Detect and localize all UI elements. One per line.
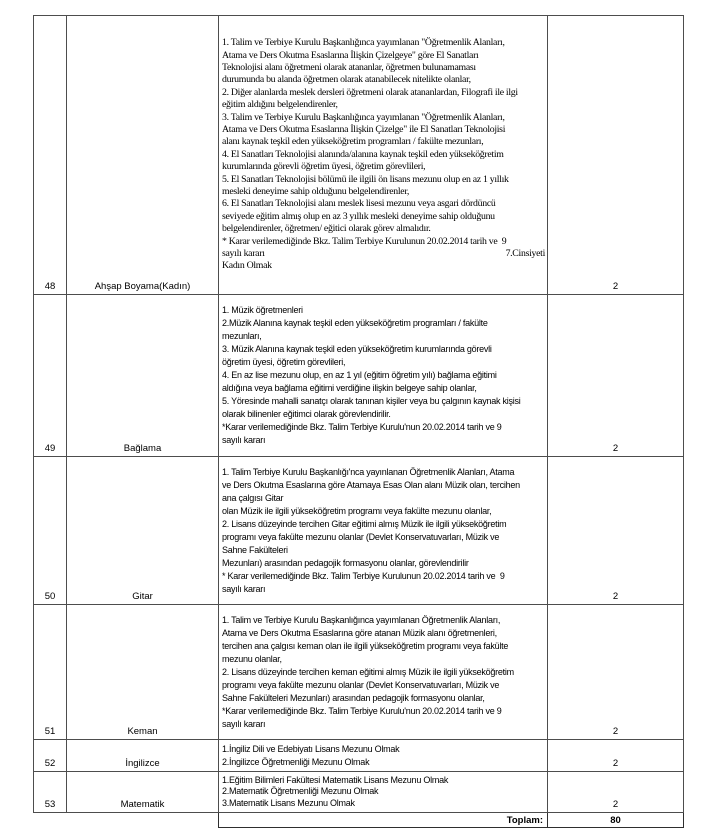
requirement-line: 5. Yöresinde mahalli sanatçı olarak tanınan kişiler veya bu çalgının kaynak kişisi [222,396,521,406]
requirement-line: * Karar verilemediğinde Bkz. Talim Terbiye Kurulunun 20.02.2014 tarih ve 9 [222,570,505,581]
positions-table [33,15,684,828]
empty-cell [34,813,219,828]
requirement-line: mezunu olanlar, [222,653,282,664]
requirement-line: tercihen ana çalgısı keman olan ile ilgili yükseköğretim programı veya fakülte [222,640,509,651]
requirement-line: ana çalgısı Gitar [222,492,284,503]
requirement-line: *Karar verilemediğinde Bkz. Talim Terbiye Kurulu'nun 20.02.2014 tarih ve 9 [222,422,502,432]
requirement-line: 1. Müzik öğretmenleri [222,305,303,315]
requirements-cell [219,772,548,813]
requirement-line: olan Müzik ile ilgili yükseköğretim programı veya fakülte mezunu olanlar, [222,505,492,516]
requirements-cell [219,16,548,295]
requirement-line: 2. Diğer alanlarda meslek dersleri öğretmeni olarak atananlardan, Filografi ile ilgi [222,86,518,98]
requirement-line: ve Ders Okutma Esaslarına göre Atamaya Esas Olan alanı Müzik olan, tercihen [222,479,520,490]
requirement-line: 2.Müzik Alanına kaynak teşkil eden yükseköğretim programları / fakülte [222,318,488,328]
requirement-line: 3.Matematik Lisans Mezunu Olmak [222,797,355,808]
quota-cell: 2 [548,16,684,295]
requirement-line: Teknolojisi alanı öğretmeni olarak atananlar, öğretmen bulunamaması [222,61,476,73]
requirement-line: 4. El Sanatları Teknolojisi alanında/alanına kaynak teşkil eden yükseköğretim [222,148,504,160]
requirement-line: 1. Talim ve Terbiye Kurulu Başkanlığınca yayımlanan "Öğretmenlik Alanları, [222,37,505,49]
row-number-cell: 48 [34,16,67,295]
table-row-48 [34,16,684,295]
requirement-line: sayılı kararı [222,583,266,594]
requirement-line: sayılı kararı [222,718,266,729]
requirement-line: 3. Müzik Alanına kaynak teşkil eden yükseköğretim kurumlarında görevli [222,344,492,354]
requirement-line: programı veya fakülte mezunu olanlar (Devlet Konservatuvarları, Müzik ve [222,679,500,690]
requirement-line-left: sayılı kararı [222,248,265,260]
requirement-line: eğitim aldığını belgelendirenler, [222,99,338,111]
requirement-line: Sahne Fakülteleri Mezunları) arasından pedagojik formasyonu olanlar, [222,692,485,703]
requirement-line: Kadın Olmak [222,260,272,272]
branch-name-cell: Keman [67,605,219,740]
quota-cell: 2 [548,740,684,772]
requirement-line: alanı kaynak teşkil eden yükseköğretim programları / fakülte mezunları, [222,136,484,148]
requirements-cell [219,457,548,605]
requirement-line: öğretim üyesi, öğretim görevlileri, [222,357,346,367]
requirement-line: 2. Lisans düzeyinde tercihen keman eğitimi almış Müzik ile ilgili yükseköğretim [222,666,514,677]
requirement-line: 5. El Sanatları Teknolojisi bölümü ile ilgili ön lisans mezunu olup en az 1 yıllık [222,173,509,185]
requirement-line: *Karar verilemediğinde Bkz. Talim Terbiye Kurulu'nun 20.02.2014 tarih ve 9 [222,705,502,716]
requirement-line: 1.Eğitim Bilimleri Fakültesi Matematik Lisans Mezunu Olmak [222,774,449,785]
requirements-cell [219,605,548,740]
requirement-line: * Karar verilemediğinde Bkz. Talim Terbiye Kurulunun 20.02.2014 tarih ve 9 [222,235,507,247]
requirement-line: 4. En az lise mezunu olup, en az 1 yıl (eğitim öğretim yılı) bağlama eğitimi [222,370,497,380]
table-row-52 [34,740,684,772]
requirement-line: mesleki deneyime sahip olduğunu belgelendirenler, [222,186,410,198]
row-number-cell: 52 [34,740,67,772]
row-number-cell: 53 [34,772,67,813]
requirement-line: Mezunları) arasından pedagojik formasyonu olanlar, görevlendirilir [222,557,469,568]
requirement-line: Atama ve Ders Okutma Esaslarına İlişkin Çizelgeye" göre El Sanatları [222,49,479,61]
requirement-line: 2.İngilizce Öğretmenliği Mezunu Olmak [222,756,370,767]
requirement-line: 6. El Sanatları Teknolojisi alanı meslek lisesi mezunu veya asgari dördüncü [222,198,496,210]
requirements-cell [219,295,548,457]
requirements-cell [219,740,548,772]
quota-cell: 2 [548,605,684,740]
requirement-line: kurumlarında görevli öğretim üyesi, öğretim görevlileri, [222,161,426,173]
requirement-line: belgelendirenler, öğretmen/ eğitici olarak görev almalıdır. [222,223,431,235]
total-value: 80 [548,813,684,828]
table-row-51 [34,605,684,740]
requirement-line: aldığına veya bağlama eğitimi verdiğine ilişkin belgeye sahip olanlar, [222,383,477,393]
quota-cell: 2 [548,772,684,813]
requirement-line: 1.İngiliz Dili ve Edebiyatı Lisans Mezunu Olmak [222,743,400,754]
row-number-cell: 51 [34,605,67,740]
requirement-line: Atama ve Ders Okutma Esaslarına göre atanan Müzik alanı öğretmenleri, [222,627,497,638]
requirement-line: olarak bilinenler eğitimci olarak görevlendirilir. [222,409,391,419]
branch-name-cell: Ahşap Boyama(Kadın) [67,16,219,295]
requirement-line [222,248,545,260]
branch-name-cell: Gitar [67,457,219,605]
table-row-50 [34,457,684,605]
requirement-line-right: 7.Cinsiyeti [505,248,545,260]
branch-name-cell: Matematik [67,772,219,813]
row-number-cell: 50 [34,457,67,605]
requirement-line: 2. Lisans düzeyinde tercihen Gitar eğitimi almış Müzik ile ilgili yükseköğretim [222,518,507,529]
requirement-line: 1. Talim ve Terbiye Kurulu Başkanlığınca yayımlanan Öğretmenlik Alanları, [222,614,501,625]
requirement-line: seviyede eğitim almış olup en az 3 yıllık mesleki deneyime sahip olduğunu [222,210,495,222]
requirement-line: programı veya fakülte mezunu olanlar (Devlet Konservatuvarları, Müzik ve [222,531,500,542]
requirement-line: Sahne Fakülteleri [222,544,288,555]
branch-name-cell: Bağlama [67,295,219,457]
total-row [34,813,684,828]
total-label: Toplam: [219,813,548,828]
requirement-line: sayılı kararı [222,435,266,445]
requirement-line: 2.Matematik Öğretmenliği Mezunu Olmak [222,786,379,797]
requirement-line: durumunda bu alanda öğretmen olarak atanabilecek nitelikte olanlar, [222,74,471,86]
table-row-53 [34,772,684,813]
row-number-cell: 49 [34,295,67,457]
quota-cell: 2 [548,457,684,605]
requirement-line: mezunları, [222,331,262,341]
requirement-line: 1. Talim Terbiye Kurulu Başkanlığı'nca yayınlanan Öğretmenlik Alanları, Atama [222,466,515,477]
requirement-line: Atama ve Ders Okutma Esaslarına İlişkin Çizelge" ile El Sanatları Teknolojisi [222,123,506,135]
table-row-49 [34,295,684,457]
quota-cell: 2 [548,295,684,457]
branch-name-cell: İngilizce [67,740,219,772]
requirement-line: 3. Talim ve Terbiye Kurulu Başkanlığınca yayımlanan "Öğretmenlik Alanları, [222,111,505,123]
